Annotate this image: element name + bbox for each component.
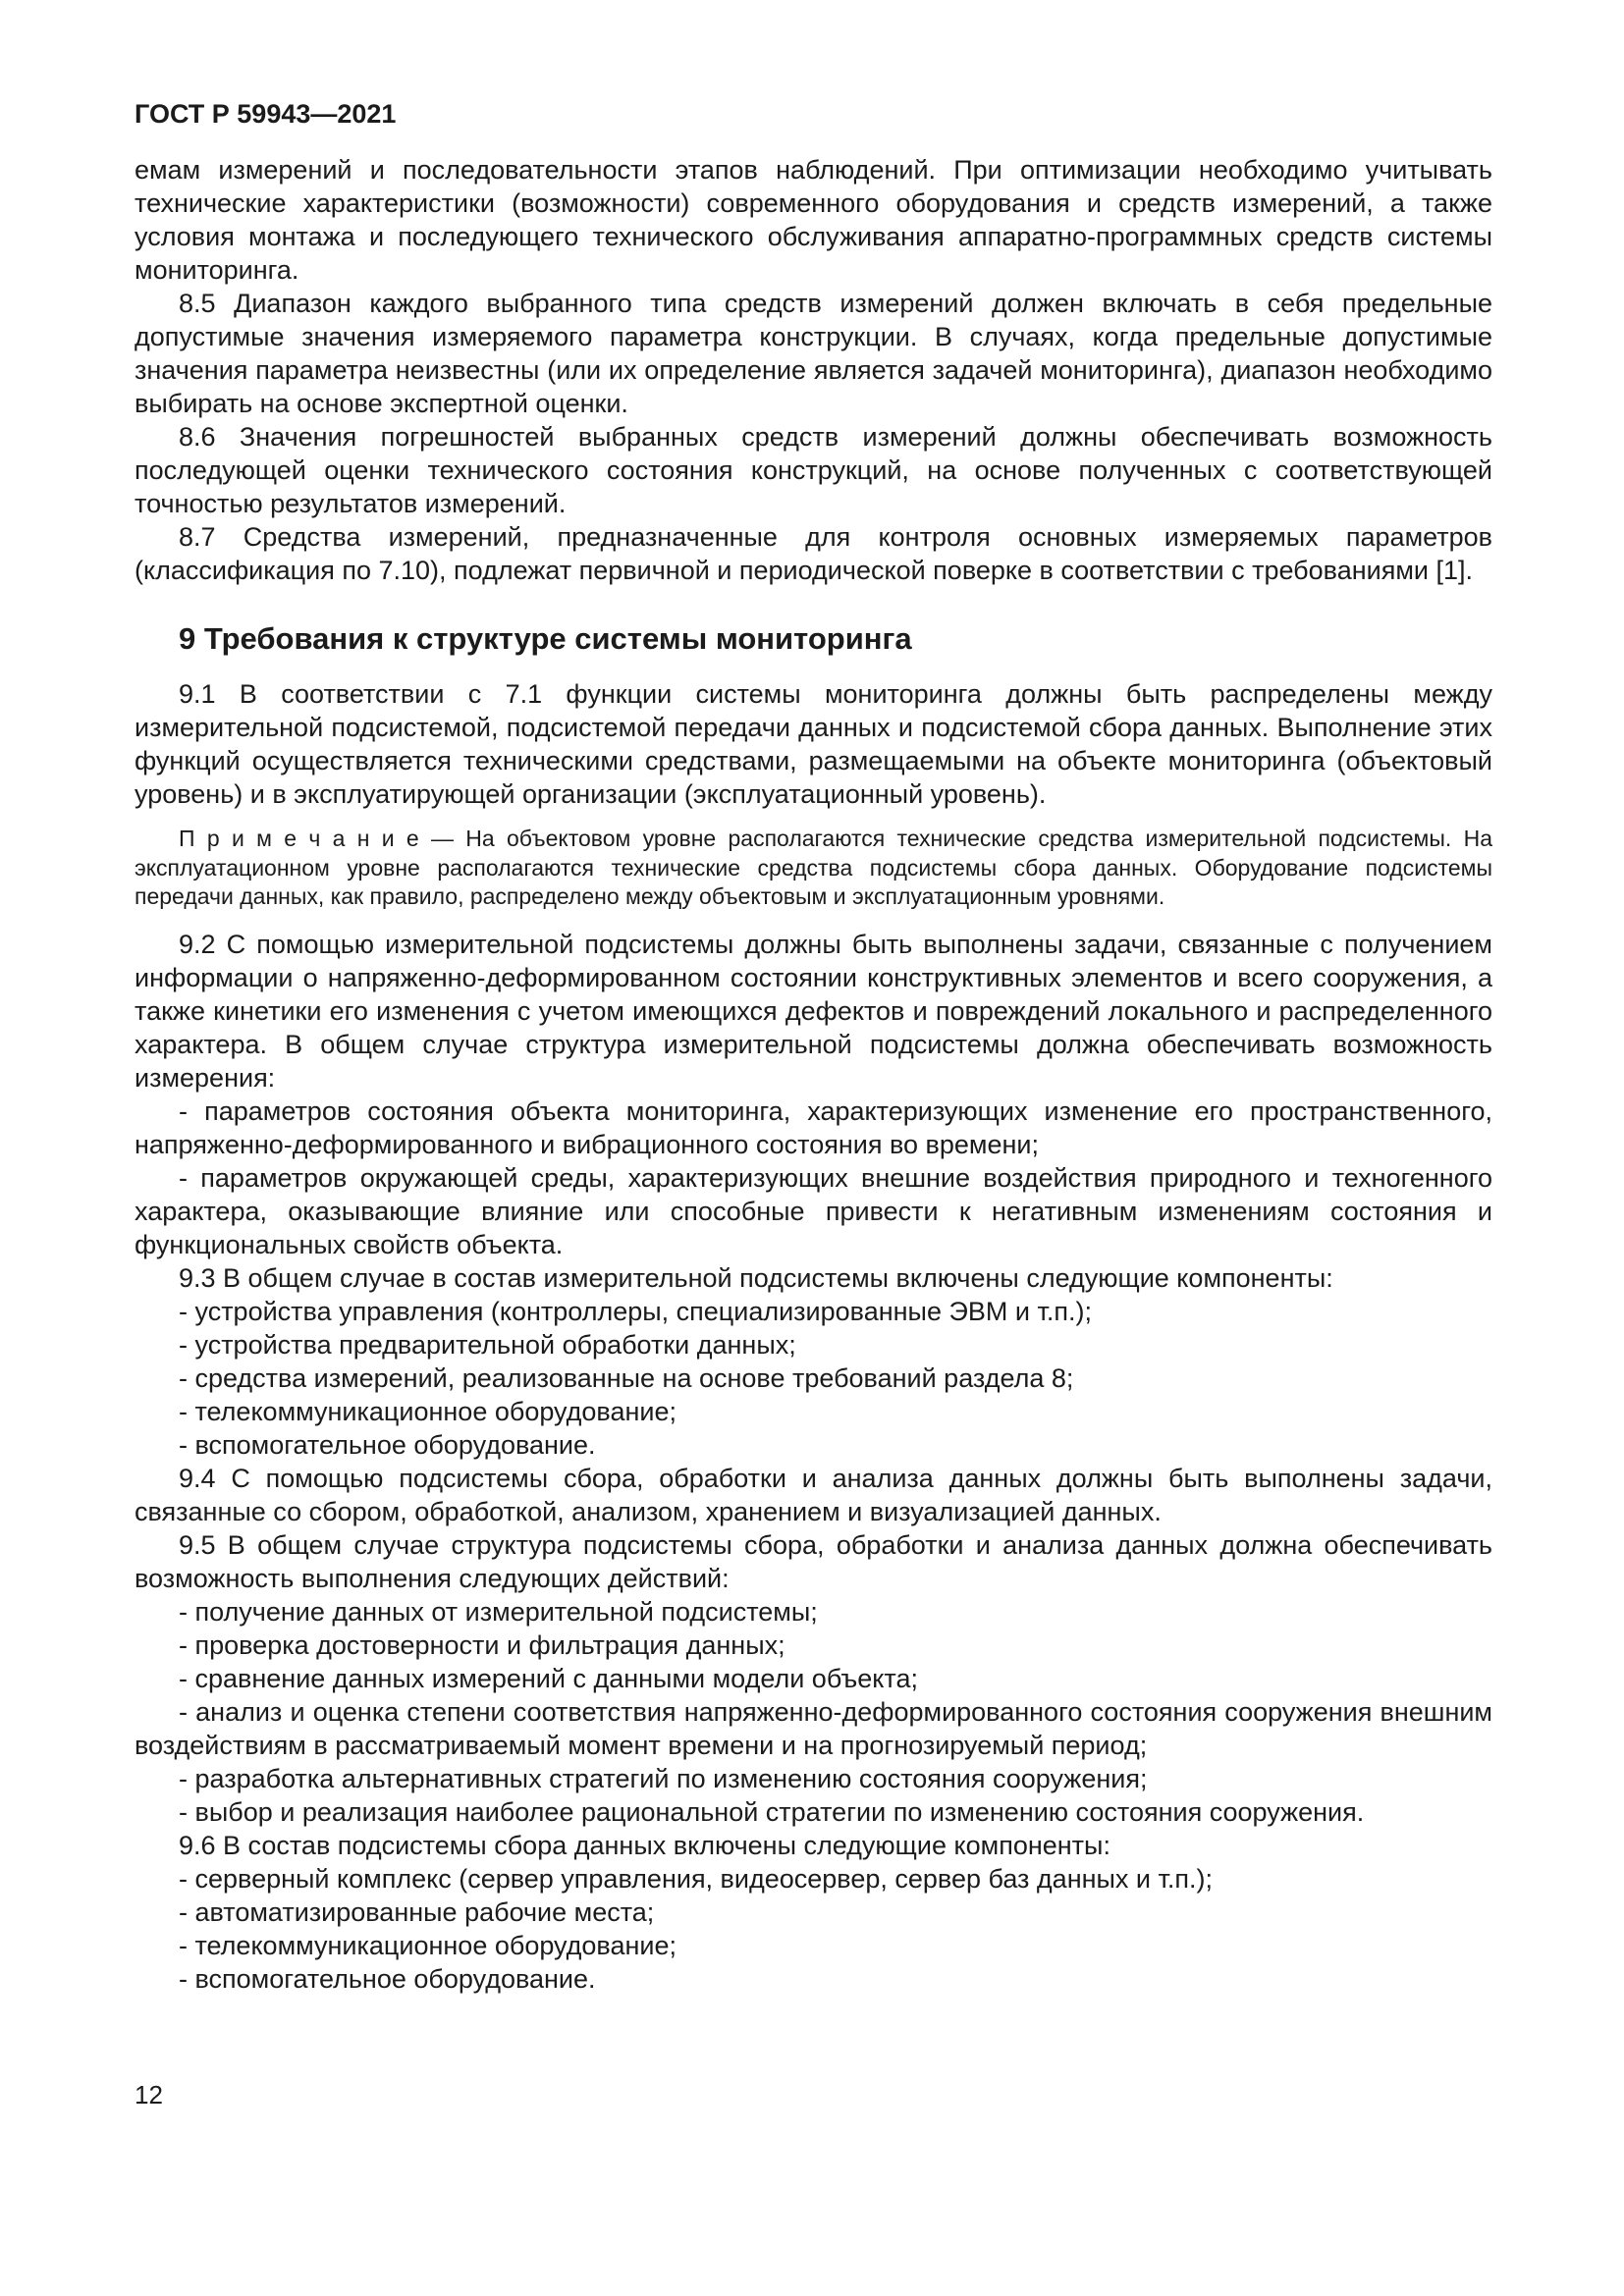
list-item-paragraph: - устройства управления (контроллеры, специализированные ЭВМ и т.п.);: [179, 1296, 1092, 1326]
list-item-paragraph: - параметров состояния объекта мониторинга, характеризующих изменение его пространственного, напряженно-деформированного и вибрационного состояния во времени;: [135, 1095, 1492, 1159]
list-item-paragraph: - телекоммуникационное оборудование;: [179, 1396, 677, 1426]
paragraph: 9.1 В соответствии с 7.1 функции системы мониторинга должны быть распределены между измерительной подсистемой, подсистемой передачи данных и подсистемой сбора данных. Выполнение этих функций осуществляется техническими средствами, размещаемыми на объекте мониторинга (объектовый уровень) и в эксплуатирующей организации (эксплуатационный уровень).: [135, 679, 1492, 809]
list-item-paragraph: - получение данных от измерительной подсистемы;: [179, 1596, 818, 1627]
list-item-paragraph: - вспомогательное оборудование.: [179, 1429, 596, 1460]
paragraph: 9.4 С помощью подсистемы сбора, обработки и анализа данных должны быть выполнены задачи, связанные со сбором, обработкой, анализом, хранением и визуализацией данных.: [135, 1463, 1492, 1526]
list-item-paragraph: - выбор и реализация наиболее рациональной стратегии по изменению состояния сооружения.: [179, 1796, 1365, 1827]
paragraph: 9.2 С помощью измерительной подсистемы должны быть выполнены задачи, связанные с получением информации о напряженно-деформированном состоянии конструктивных элементов и всего сооружения, а также кинетики его изменения с учетом имеющихся дефектов и повреждений локального и распределенного характера. В общем случае структура измерительной подсистемы должна обеспечивать возможность измерения:: [135, 929, 1492, 1093]
paragraph: 9.5 В общем случае структура подсистемы сбора, обработки и анализа данных должна обеспечивать возможность выполнения следующих действий:: [135, 1529, 1492, 1593]
list-item-paragraph: - вспомогательное оборудование.: [179, 1963, 596, 1994]
list-item-paragraph: - сравнение данных измерений с данными модели объекта;: [179, 1663, 918, 1693]
list-item-paragraph: - параметров окружающей среды, характеризующих внешние воздействия природного и техногенного характера, оказывающие влияние или способные привести к негативным изменениям состояния и функциональных свойств объекта.: [135, 1162, 1492, 1259]
page-header: [135, 98, 1492, 130]
list-item-paragraph: - телекоммуникационное оборудование;: [179, 1930, 677, 1960]
list-item-paragraph: - автоматизированные рабочие места;: [179, 1896, 655, 1927]
list-item-paragraph: - средства измерений, реализованные на основе требований раздела 8;: [179, 1362, 1074, 1393]
paragraph: 8.5 Диапазон каждого выбранного типа средств измерений должен включать в себя предельные допустимые значения измеряемого параметра конструкции. В случаях, когда предельные допустимые значения параметра неизвестны (или их определение является задачей мониторинга), диапазон необходимо выбирать на основе экспертной оценки.: [135, 289, 1492, 418]
paragraph: 9.6 В состав подсистемы сбора данных включены следующие компоненты:: [179, 1830, 1110, 1860]
doc-code: ГОСТ Р 59943—2021: [135, 99, 397, 129]
section-heading: 9 Требования к структуре системы мониторинга: [179, 621, 912, 656]
paragraph: 9.3 В общем случае в состав измерительной подсистемы включены следующие компоненты:: [179, 1262, 1333, 1293]
list-item-paragraph: - разработка альтернативных стратегий по изменению состояния сооружения;: [179, 1763, 1148, 1793]
list-item-paragraph: - серверный комплекс (сервер управления, видеосервер, сервер баз данных и т.п.);: [179, 1863, 1213, 1894]
list-item-paragraph: - проверка достоверности и фильтрация данных;: [179, 1629, 785, 1660]
paragraph: 8.6 Значения погрешностей выбранных средств измерений должны обеспечивать возможность последующей оценки технического состояния конструкций, на основе полученных с соответствующей точностью результатов измерений.: [135, 422, 1492, 518]
document-body: [135, 153, 1492, 1996]
continuation-paragraph: емам измерений и последовательности этапов наблюдений. При оптимизации необходимо учитывать технические характеристики (возможности) современного оборудования и средств измерений, а также условия монтажа и последующего технического обслуживания аппаратно-программных средств системы мониторинга.: [135, 155, 1492, 285]
list-item-paragraph: - анализ и оценка степени соответствия напряженно-деформированного состояния сооружения внешним воздействиям в рассматриваемый момент времени и на прогнозируемый период;: [135, 1696, 1492, 1760]
note-paragraph: П р и м е ч а н и е — На объектовом уровне располагаются технические средства измерительной подсистемы. На эксплуатационном уровне располагаются технические средства подсистемы сбора данных. Оборудование подсистемы передачи данных, как правило, распределено между объектовым и эксплуатационным уровнями.: [135, 826, 1492, 909]
page-footer: [135, 2079, 163, 2110]
list-item-paragraph: - устройства предварительной обработки данных;: [179, 1329, 796, 1360]
page-number: 12: [135, 2080, 163, 2109]
paragraph: 8.7 Средства измерений, предназначенные для контроля основных измеряемых параметров (классификация по 7.10), подлежат первичной и периодической поверке в соответствии с требованиями [1].: [135, 522, 1492, 585]
